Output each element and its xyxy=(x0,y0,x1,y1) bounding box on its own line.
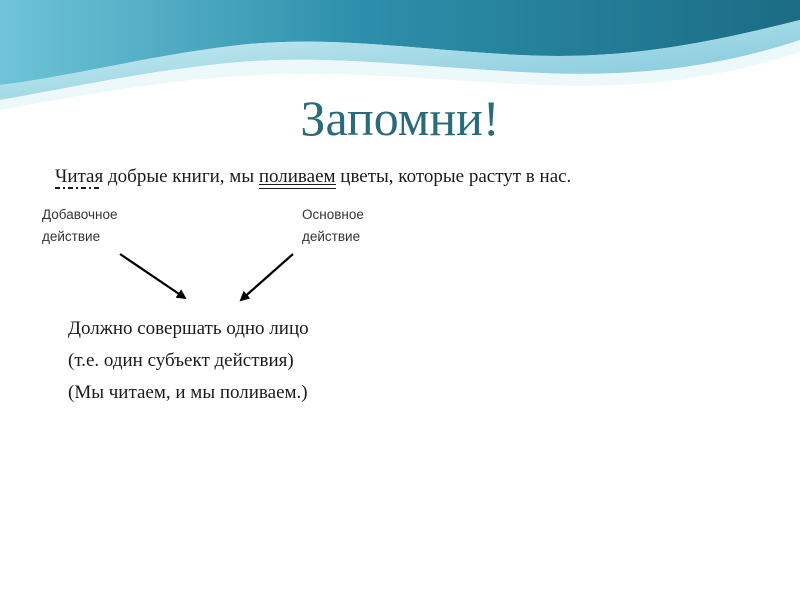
additional-action-label-line1: Добавочное xyxy=(42,207,118,222)
sentence-text-end: цветы, которые растут в нас. xyxy=(335,166,572,187)
example-sentence xyxy=(55,165,571,189)
slide-title: Запомни! xyxy=(300,90,500,146)
main-action-label-line1: Основное xyxy=(302,207,364,222)
arrow-right xyxy=(241,254,293,300)
main-action-label xyxy=(302,204,364,248)
sentence-text: добрые книги, мы xyxy=(103,166,259,187)
arrow-left xyxy=(120,254,185,298)
rule-line-2: (т.е. один субъект действия) xyxy=(68,350,294,371)
rule-text xyxy=(68,313,309,409)
additional-action-label xyxy=(42,204,117,248)
gerund-word-dash-underlined: Читая xyxy=(55,166,104,187)
rule-line-3: (Мы читаем, и мы поливаем.) xyxy=(68,382,308,403)
predicate-word-double-underlined: поливаем xyxy=(258,166,336,187)
additional-action-label-line2: действие xyxy=(42,229,101,244)
main-action-label-line2: действие xyxy=(302,229,361,244)
rule-line-1: Должно совершать одно лицо xyxy=(68,318,309,339)
